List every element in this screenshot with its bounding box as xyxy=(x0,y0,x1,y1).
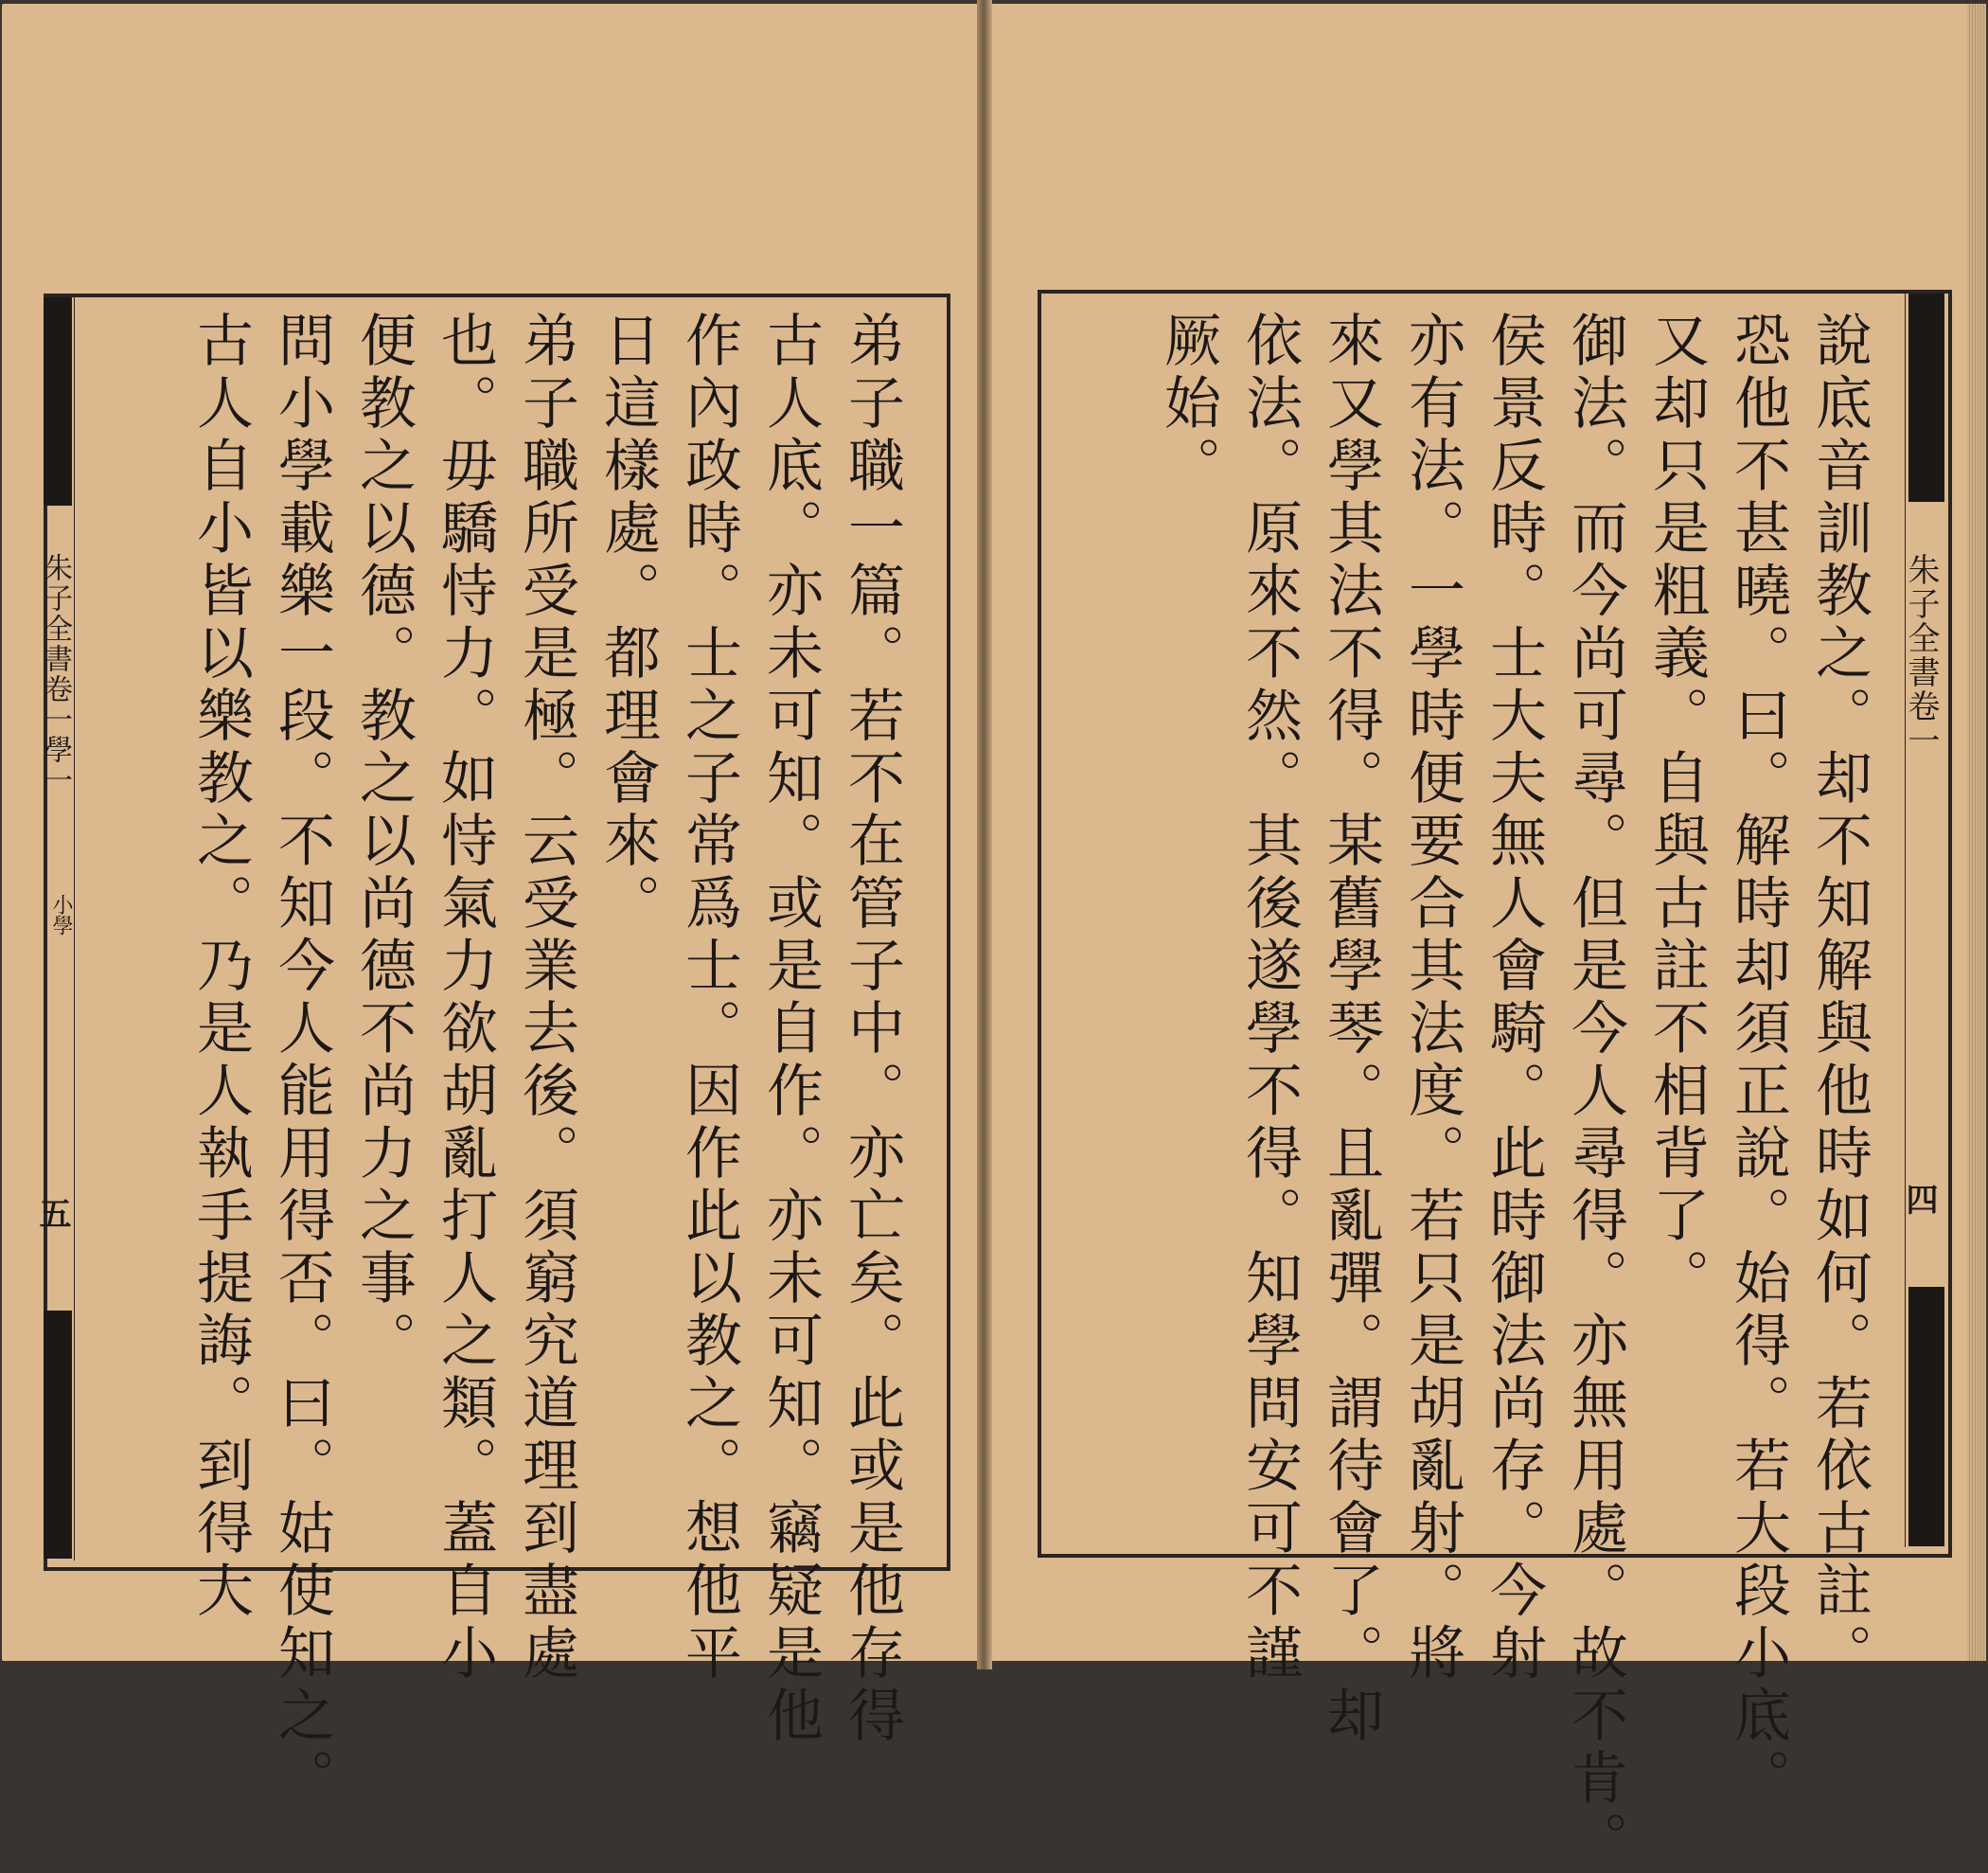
left-margin-title: 朱子全書卷一學一 xyxy=(39,553,72,795)
right-column-3: 又却只是粗義。自與古註不相背了。 xyxy=(1643,311,1710,1311)
left-column-6: 也。毋驕恃力。如恃氣力欲胡亂打人之類。蓋自小 xyxy=(432,311,498,1686)
right-column-7: 來又學其法不得。某舊學琴。且亂彈。謂待會了。却 xyxy=(1318,311,1384,1748)
right-main-text xyxy=(1147,311,1880,1873)
right-margin-black-block-bottom xyxy=(1908,1287,1944,1546)
left-margin-black-block-bottom xyxy=(44,1311,72,1559)
right-margin-rule xyxy=(1905,294,1906,1547)
left-column-2: 古人底。亦未可知。或是自作。亦未可知。竊疑是他 xyxy=(757,311,824,1748)
right-margin-black-block-top xyxy=(1908,294,1944,502)
left-column-7: 便教之以德。教之以尚德不尚力之事。 xyxy=(350,311,417,1373)
left-page-number: 五 xyxy=(33,1197,71,1229)
right-page-number: 四 xyxy=(1900,1183,1938,1215)
right-column-5: 侯景反時。士大夫無人會騎。此時御法尚存。今射 xyxy=(1481,311,1547,1686)
left-margin-subtitle: 小學 xyxy=(49,894,73,936)
left-margin-black-block-top xyxy=(44,297,72,506)
page-edge-lines xyxy=(1967,4,1986,1661)
right-column-8: 依法。原來不然。其後遂學不得。知學問安可不謹 xyxy=(1236,311,1303,1686)
left-column-5: 弟子職所受是極。云受業去後。須窮究道理到盡處 xyxy=(513,311,579,1686)
left-column-4: 日這樣處。都理會來。 xyxy=(595,311,661,936)
right-column-6: 亦有法。一學時便要合其法度。若只是胡亂射。將 xyxy=(1399,311,1465,1686)
right-margin-title: 朱子全書卷一 xyxy=(1902,553,1940,758)
left-column-8: 問小學載樂一段。不知今人能用得否。曰。姑使知之。 xyxy=(269,311,335,1811)
left-column-9: 古人自小皆以樂教之。乃是人執手提誨。到得大 xyxy=(187,311,254,1623)
right-column-4: 御法。而今尚可尋。但是今人尋得。亦無用處。故不肯。 xyxy=(1562,311,1628,1873)
right-column-9: 厥始。 xyxy=(1155,311,1221,498)
left-main-text xyxy=(180,311,913,1811)
book-gutter xyxy=(977,0,992,1669)
left-column-3: 作內政時。士之子常爲士。因作此以教之。想他平 xyxy=(676,311,742,1686)
right-column-1: 說底音訓教之。却不知解與他時如何。若依古註。 xyxy=(1806,311,1873,1686)
right-page xyxy=(992,4,1984,1873)
right-column-2: 恐他不甚曉。曰。解時却須正說。始得。若大段小底。 xyxy=(1725,311,1791,1811)
left-page xyxy=(2,4,977,1811)
left-column-1: 弟子職一篇。若不在管子中。亦亡矣。此或是他存得 xyxy=(839,311,905,1748)
